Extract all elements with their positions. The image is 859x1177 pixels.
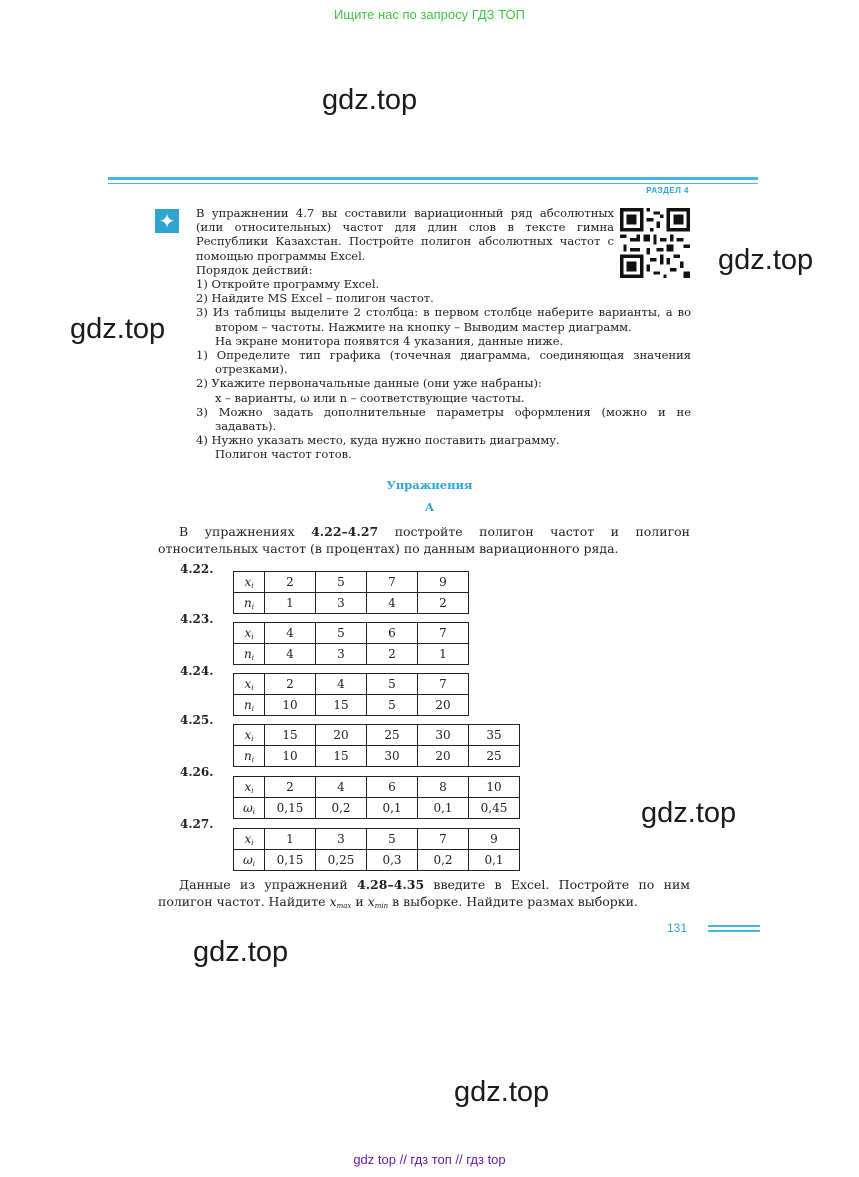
instruction-note: Полигон частот готов.	[215, 447, 352, 462]
header-cell-omega: ωi	[234, 850, 265, 871]
step-item: 3) Из таблицы выделите 2 столбца: в первом столбце наберите варианты, а во втором – частоты. Нажмите на кнопку – Выводим мастер диаграмм.	[196, 305, 691, 334]
table-cell: 7	[418, 623, 469, 644]
table-cell: 8	[418, 777, 469, 798]
min-subscript: min	[374, 902, 389, 910]
exercise-number: 4.27.	[180, 817, 214, 831]
table-cell: 20	[316, 725, 367, 746]
table-cell: 5	[367, 674, 418, 695]
table-cell: 4	[367, 593, 418, 614]
table-cell: 1	[265, 593, 316, 614]
paragraph-text: и	[351, 894, 368, 909]
intro-text-block	[196, 206, 691, 462]
table-cell: 20	[418, 695, 469, 716]
instruction-item: 2) Укажите первоначальные данные (они уже набраны):	[196, 376, 542, 391]
section-label: РАЗДЕЛ 4	[646, 186, 689, 195]
table-cell: 30	[418, 725, 469, 746]
paragraph-text: В упражнениях	[179, 524, 312, 539]
max-subscript: max	[336, 902, 352, 910]
table-cell: 7	[367, 572, 418, 593]
table-cell: 0,1	[469, 850, 520, 871]
intro-paragraph: В упражнении 4.7 вы составили вариационный ряд абсолютных (или относительных) частот для длин слов в тексте гимна Республики Казахстан. Постройте полигон абсолютных частот с помощью программы Excel.	[196, 206, 614, 263]
order-label: Порядок действий:	[196, 262, 313, 277]
table-cell: 2	[265, 777, 316, 798]
exercise-range: 4.28–4.35	[357, 877, 425, 892]
table-cell: 5	[316, 623, 367, 644]
header-cell-n: ni	[234, 695, 265, 716]
watermark: gdz.top	[718, 244, 814, 276]
table-cell: 9	[418, 572, 469, 593]
table-cell: 4	[316, 674, 367, 695]
footer-rule	[708, 925, 760, 927]
variation-table	[233, 776, 520, 819]
watermark: gdz.top	[641, 797, 737, 829]
table-cell: 15	[316, 695, 367, 716]
table-cell: 0,3	[367, 850, 418, 871]
top-search-hint[interactable]: Ищите нас по запросу ГДЗ ТОП	[334, 7, 525, 22]
table-cell: 5	[367, 695, 418, 716]
paragraph-text: в выборке. Найдите размах выборки.	[388, 894, 638, 909]
table-cell: 2	[367, 644, 418, 665]
watermark: gdz.top	[70, 313, 166, 345]
exercises-heading: Упражнения	[386, 478, 473, 492]
header-cell-x: xi	[234, 623, 265, 644]
header-cell-x: xi	[234, 674, 265, 695]
table-cell: 6	[367, 777, 418, 798]
table-cell: 10	[265, 695, 316, 716]
table-cell: 1	[418, 644, 469, 665]
table-cell: 3	[316, 593, 367, 614]
table-cell: 15	[265, 725, 316, 746]
header-cell-n: ni	[234, 746, 265, 767]
table-cell: 0,15	[265, 850, 316, 871]
table-cell: 1	[265, 829, 316, 850]
exercise-number: 4.25.	[180, 713, 214, 727]
table-cell: 0,1	[367, 798, 418, 819]
header-cell-omega: ωi	[234, 798, 265, 819]
table-cell: 3	[316, 829, 367, 850]
header-cell-x: xi	[234, 777, 265, 798]
table-cell: 25	[469, 746, 520, 767]
header-cell-x: xi	[234, 725, 265, 746]
x-max-symbol: x	[329, 894, 337, 909]
table-cell: 30	[367, 746, 418, 767]
table-cell: 7	[418, 829, 469, 850]
header-cell-n: ni	[234, 593, 265, 614]
table-cell: 35	[469, 725, 520, 746]
header-rule	[108, 177, 758, 180]
step-note: На экране монитора появятся 4 указания, данные ниже.	[215, 333, 564, 348]
table-cell: 5	[316, 572, 367, 593]
table-cell: 20	[418, 746, 469, 767]
star-icon: ✦	[155, 209, 179, 233]
variation-table	[233, 828, 520, 871]
header-rule-thin	[108, 183, 758, 184]
exercise-number: 4.26.	[180, 765, 214, 779]
header-cell-x: xi	[234, 829, 265, 850]
watermark: gdz.top	[322, 84, 418, 116]
paragraph-text: введите в Excel. Постройте по ним полигон частот. Найдите	[158, 877, 690, 909]
instruction-item: 4) Нужно указать место, куда нужно поставить диаграмму.	[196, 433, 560, 448]
instruction-item: 3) Можно задать дополнительные параметры оформления (можно и не задавать).	[196, 404, 691, 434]
table-cell: 25	[367, 725, 418, 746]
table-cell: 4	[265, 644, 316, 665]
footer-rule-thin	[708, 930, 760, 932]
exercise-range: 4.22–4.27	[311, 524, 379, 539]
table-cell: 7	[418, 674, 469, 695]
table-cell: 4	[316, 777, 367, 798]
exercise-number: 4.24.	[180, 664, 214, 678]
table-cell: 0,2	[418, 850, 469, 871]
watermark: gdz.top	[454, 1076, 550, 1108]
table-cell: 5	[367, 829, 418, 850]
exercise-number: 4.22.	[180, 562, 214, 576]
table-cell: 9	[469, 829, 520, 850]
table-cell: 0,45	[469, 798, 520, 819]
page-number: 131	[667, 921, 688, 935]
table-cell: 2	[418, 593, 469, 614]
step-item: 1) Откройте программу Excel.	[196, 277, 380, 292]
table-cell: 0,15	[265, 798, 316, 819]
variation-table	[233, 622, 469, 665]
header-cell-n: ni	[234, 644, 265, 665]
footer-links[interactable]: gdz top // гдз топ // гдз top	[353, 1152, 506, 1167]
exercises-subheading: А	[424, 500, 435, 514]
header-cell-x: xi	[234, 572, 265, 593]
step-item: 2) Найдите MS Excel – полигон частот.	[196, 291, 434, 306]
table-cell: 10	[265, 746, 316, 767]
variation-table	[233, 673, 469, 716]
watermark: gdz.top	[193, 936, 289, 968]
exercise-number: 4.23.	[180, 612, 214, 626]
table-cell: 3	[316, 644, 367, 665]
instruction-note: x – варианты, ω или n – соответствующие частоты.	[215, 390, 525, 405]
table-cell: 2	[265, 674, 316, 695]
table-cell: 15	[316, 746, 367, 767]
instructions-paragraph	[158, 523, 690, 557]
instruction-item: 1) Определите тип графика (точечная диаграмма, соединяющая значения отрезками).	[196, 348, 691, 377]
variation-table	[233, 724, 520, 767]
x-min-symbol: x	[367, 894, 375, 909]
table-cell: 4	[265, 623, 316, 644]
table-cell: 6	[367, 623, 418, 644]
excel-task-paragraph	[158, 876, 690, 915]
table-cell: 0,2	[316, 798, 367, 819]
table-cell: 10	[469, 777, 520, 798]
paragraph-text: Данные из упражнений	[179, 877, 357, 892]
table-cell: 0,25	[316, 850, 367, 871]
variation-table	[233, 571, 469, 614]
paragraph-text: постройте полигон частот и полигон относительных частот (в процентах) по данным вариационного ряда.	[158, 524, 690, 556]
table-cell: 2	[265, 572, 316, 593]
table-cell: 0,1	[418, 798, 469, 819]
